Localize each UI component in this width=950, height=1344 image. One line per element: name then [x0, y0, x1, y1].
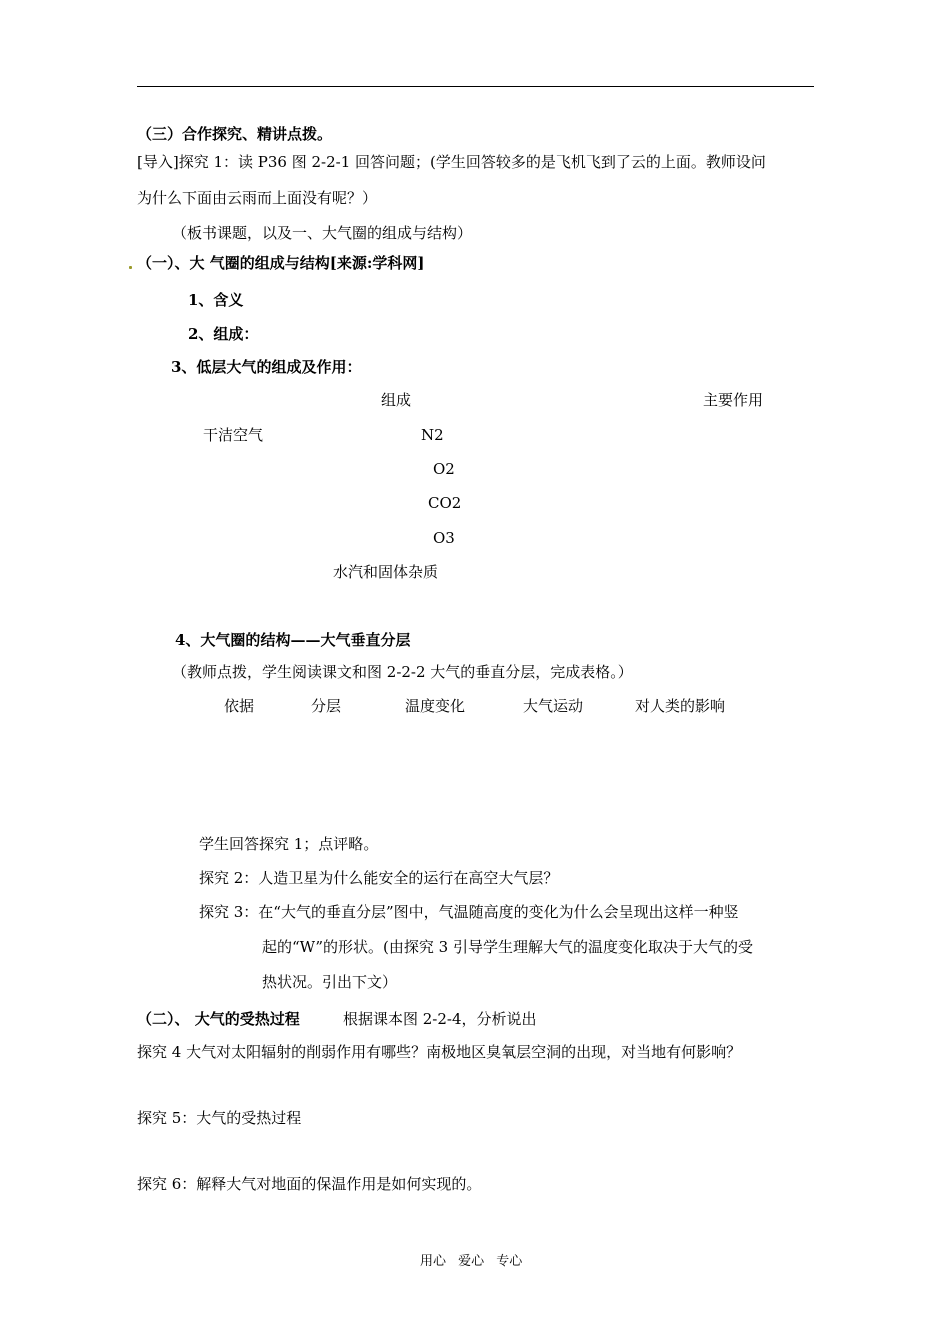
dry-air-label: 干洁空气: [203, 426, 264, 444]
section-heading-3: （三）合作探究、精讲点拨。: [137, 125, 333, 143]
gas-co2: CO2: [428, 494, 462, 512]
part2-heading: （二）、 大气的受热过程: [137, 1010, 300, 1028]
page-footer: 用心 爱心 专心: [420, 1254, 523, 1269]
explore-answer-1: 学生回答探究 1；点评略。: [199, 835, 379, 853]
structure-note: （教师点拨，学生阅读课文和图 2-2-2 大气的垂直分层，完成表格。）: [172, 663, 633, 681]
item-lower-atmosphere: 3、低层大气的组成及作用：: [171, 358, 362, 376]
vapor-impurities-label: 水汽和固体杂质: [333, 563, 439, 581]
explore-question-3-line2: 起的“W”的形状。(由探究 3 引导学生理解大气的温度变化取决于大气的受: [262, 938, 753, 956]
column-composition: 组成: [381, 391, 412, 409]
intro-line-2: 为什么下面由云雨而上面没有呢？）: [137, 189, 378, 207]
item-composition: 2、组成：: [188, 325, 259, 343]
explore-question-5: 探究 5：大气的受热过程: [137, 1109, 302, 1127]
board-note: （板书课题，以及一、大气圈的组成与结构）: [172, 224, 473, 242]
explore-question-6: 探究 6：解释大气对地面的保温作用是如何实现的。: [137, 1175, 482, 1193]
table-col-layer: 分层: [311, 697, 342, 715]
column-main-function: 主要作用: [703, 391, 764, 409]
header-rule: [137, 86, 814, 87]
bullet-dot: [129, 266, 132, 269]
table-col-temperature: 温度变化: [405, 697, 466, 715]
explore-question-3-line3: 热状况。引出下文）: [262, 973, 398, 991]
item-meaning: 1、含义: [188, 291, 244, 309]
part2-instruction: 根据课本图 2-2-4，分析说出: [343, 1010, 537, 1028]
intro-line-1: [导入]探究 1：读 P36 图 2-2-1 回答问题；(学生回答较多的是飞机飞到了云的上面。教师设问: [137, 153, 766, 171]
gas-o2: O2: [433, 460, 455, 478]
part1-heading: （一）、大 气圈的组成与结构[来源:学科网]: [137, 254, 425, 272]
explore-question-2: 探究 2：人造卫星为什么能安全的运行在高空大气层？: [199, 869, 559, 887]
gas-o3: O3: [433, 529, 455, 547]
explore-question-4: 探究 4 大气对太阳辐射的削弱作用有哪些？南极地区臭氧层空洞的出现，对当地有何影响？: [137, 1043, 742, 1061]
table-col-human-impact: 对人类的影响: [635, 697, 726, 715]
table-col-basis: 依据: [224, 697, 255, 715]
table-col-motion: 大气运动: [523, 697, 584, 715]
structure-heading: 4、大气圈的结构——大气垂直分层: [175, 631, 411, 649]
explore-question-3-line1: 探究 3：在“大气的垂直分层”图中，气温随高度的变化为什么会呈现出这样一种竖: [199, 903, 739, 921]
gas-n2: N2: [421, 426, 444, 444]
